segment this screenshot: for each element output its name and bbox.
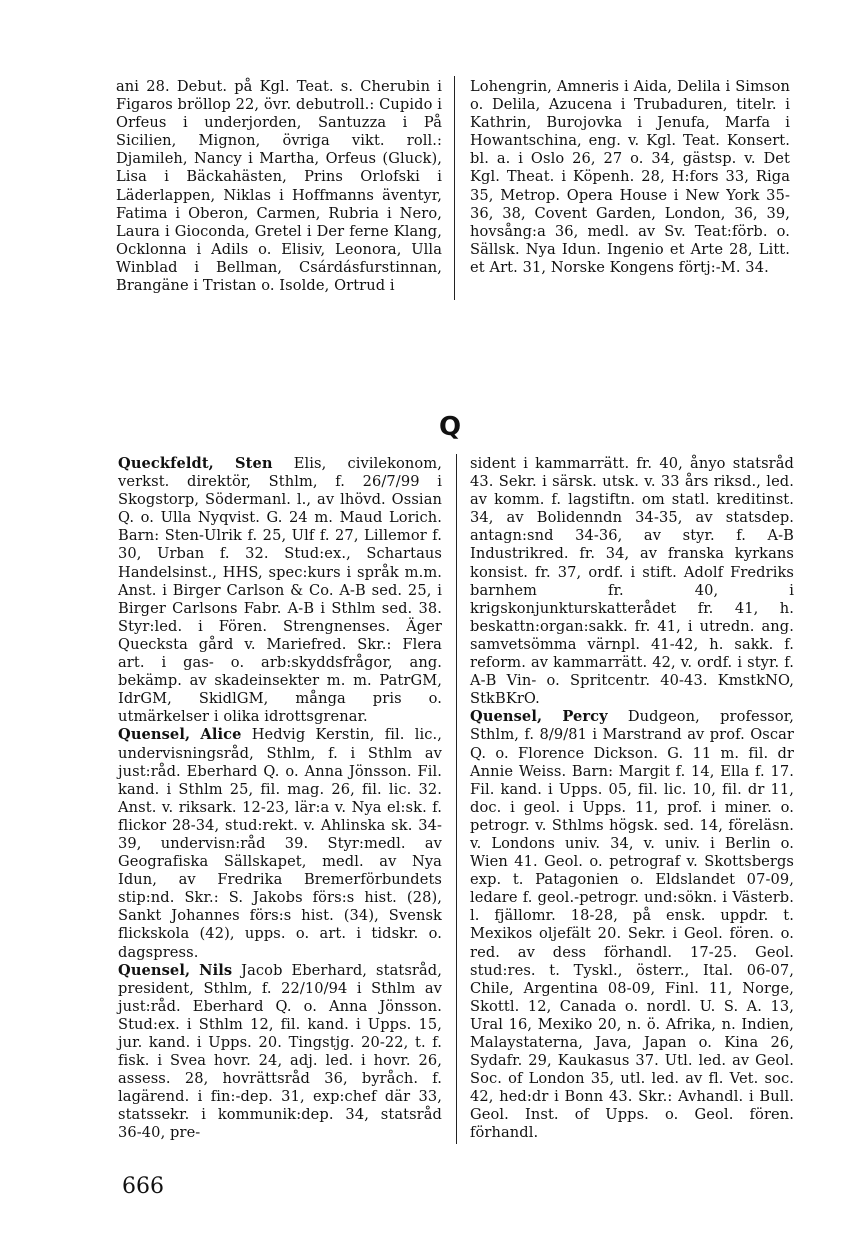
top-left-column [116, 78, 442, 295]
top-left-text: ani 28. Debut. på Kgl. Teat. s. Cherubin i Figaros bröllop 22, övr. debutroll.: Cupido i Orfeus i underjorden, Santuzza i På Sicilien, Mignon, övriga vikt. roll.: Djamileh, Nancy i Martha, Orfeus (Gluck), Lisa i Bäckahästen, Prins Orlofski i Läderlappen, Niklas i Hoffmanns äventyr, Fatima i Oberon, Carmen, Rubria i Nero, Laura i Gioconda, Gretel i Der ferne Klang, Ocklonna i Adils o. Elisiv, Leonora, Ulla Winblad i Bellman, Csárdásfurstinnan, Brangäne i Tristan o. Isolde, Ortrud i [116, 78, 442, 295]
entry-given-name: Nils [199, 961, 233, 979]
entry-queckfeldt-sten [118, 455, 442, 726]
column-divider-bottom [456, 454, 457, 1144]
bottom-right-column [470, 455, 794, 1143]
entry-body-part-1: Jacob Eberhard, statsråd, president, Sthlm, f. 22/10/94 i Sthlm av just:råd. Eberhard Q. o. Anna Jönsson. Stud:ex. i Sthlm 12, fil. kand. i Upps. 15, jur. kand. i Upps. 20. Tingstjg. 20-22, t. f. fisk. i Svea hovr. 24, adj. led. i hovr. 26, assess. 28, hovrättsråd 36, byråch. f. lagärend. i fin:-dep. 31, exp:chef där 33, statssekr. i kommunik:dep. 34, statsråd 36-40, pre- [118, 961, 442, 1142]
entry-surname: Quensel, [118, 726, 191, 744]
column-divider-top [454, 76, 455, 300]
entry-quensel-alice [118, 726, 442, 961]
top-right-text: Lohengrin, Amneris i Aida, Delila i Simson o. Delila, Azucena i Trubaduren, titelr. i Kathrin, Burojovka i Jenufa, Marfa i Howantschina, eng. v. Kgl. Teat. Konsert. bl. a. i Oslo 26, 27 o. 34, gästsp. v. Det Kgl. Theat. i Köpenh. 28, H:fors 33, Riga 35, Metrop. Opera House i New York 35-36, 38, Covent Garden, London, 36, 39, hovsång:a 36, medl. av Sv. Teat:förb. o. Sällsk. Nya Idun. Ingenio et Arte 28, Litt. et Art. 31, Norske Kongens förtj:-M. 34. [470, 78, 790, 276]
entry-surname: Quensel, [470, 708, 543, 726]
entry-body-part-2: sident i kammarrätt. fr. 40, ånyo statsråd 43. Sekr. i särsk. utsk. v. 33 års riksd., led. av komm. f. lagstiftn. om statl. kreditinst. 34, av Bolidenndn 34-35, av statsdep. antagn:snd 34-36, av styr. f. A-B Industrikred. fr. 34, av franska kyrkans konsist. fr. 37, ordf. i stift. Adolf Fredriks barnhem fr. 40, i krigskonjunkturskatterådet fr. 41, h. beskattn:organ:sakk. fr. 41, i utredn. ang. samvetsömma värnpl. 41-42, h. sakk. f. reform. av kammarrätt. 42, v. ordf. i styr. f. A-B Vin- o. Spritcentr. 40-43. KmstkNO, StkBKrO. [470, 455, 794, 708]
entry-quensel-percy [470, 708, 794, 1142]
entry-body: Hedvig Kerstin, fil. lic., undervisningsråd, Sthlm, f. i Sthlm av just:råd. Eberhard Q. o. Anna Jönsson. Fil. kand. i Sthlm 25, fil. mag. 26, fil. lic. 32. Anst. v. riksark. 12-23, lär:a v. Nya el:sk. f. flickor 28-34, stud:rekt. v. Ahlinska sk. 34-39, undervisn:råd 39. Styr:medl. av Geografiska Sällskapet, medl. av Nya Idun, av Fredrika Bremerförbundets stip:nd. Skr.: S. Jakobs förs:s hist. (28), Sankt Johannes förs:s hist. (34), Svensk flickskola (42), upps. o. art. i tidskr. o. dagspress. [118, 726, 442, 961]
entry-given-name: Sten [234, 455, 273, 472]
entry-given-name: Percy [562, 708, 608, 726]
entry-surname: Quensel, [118, 961, 191, 979]
section-letter: Q [438, 412, 462, 442]
entry-body: Elis, civilekonom, verkst. direktör, Sthlm, f. 26/7/99 i Skogstorp, Södermanl. l., av lhövd. Ossian Q. o. Ulla Nyqvist. G. 24 m. Maud Lorich. Barn: Sten-Ulrik f. 25, Ulf f. 27, Lillemor f. 30, Urban f. 32. Stud:ex., Schartaus Handelsinst., HHS, spec:kurs i språk m.m. Anst. i Birger Carlson & Co. A-B sed. 25, i Birger Carlsons Fabr. A-B i Sthlm sed. 38. Styr:led. i Fören. Strengnenses. Äger Queckstа gård v. Mariefred. Skr.: Flera art. i gas- o. arb:skyddsfrågor, ang. bekämp. av skadeinsekter m. m. PatrGM, IdrGM, SkidlGM, många pris o. utmärkelser i olika idrottsgrenar. [118, 455, 442, 726]
entry-body: Dudgeon, professor, Sthlm, f. 8/9/81 i Marstrand av prof. Oscar Q. o. Florence Dickson. G. 11 m. fil. dr Annie Weiss. Barn: Margit f. 14, Ella f. 17. Fil. kand. i Upps. 05, fil. lic. 10, fil. dr 11, doc. i geol. i Upps. 11, prof. i miner. o. petrogr. v. Sthlms högsk. sed. 14, föreläsn. v. Londons univ. 34, v. univ. i Berlin o. Wien 41. Geol. o. petrograf v. Skottsbergs exp. t. Patagonien o. Eldslandet 07-09, ledare f. geol.-petrogr. und:sökn. i Västerb. l. fjällomr. 18-28, på ensk. uppdr. t. Mexikos oljefält 20. Sekr. i Geol. fören. o. red. av dess förhandl. 17-25. Geol. stud:res. t. Tyskl., österr., Ital. 06-07, Chile, Argentina 08-09, Finl. 11, Norge, Skottl. 12, Canada o. nordl. U. S. A. 13, Ural 16, Mexiko 20, n. ö. Afrika, n. Indien, Malaystaterna, Java, Japan o. Kina 26, Sydafr. 29, Kaukasus 37. Utl. led. av Geol. Soc. of London 35, utl. led. av fl. Vet. soc. 42, hed:dr i Bonn 43. Skr.: Avhandl. i Bull. Geol. Inst. of Upps. o. Geol. fören. förhandl. [470, 708, 794, 1142]
entry-quensel-nils-continued [470, 455, 794, 708]
page-number: 666 [122, 1174, 164, 1199]
bottom-left-column [118, 455, 442, 1143]
entry-given-name: Alice [200, 726, 242, 744]
entry-quensel-nils [118, 962, 442, 1143]
top-right-column [470, 78, 790, 277]
entry-surname: Queckfeldt, [118, 455, 214, 472]
